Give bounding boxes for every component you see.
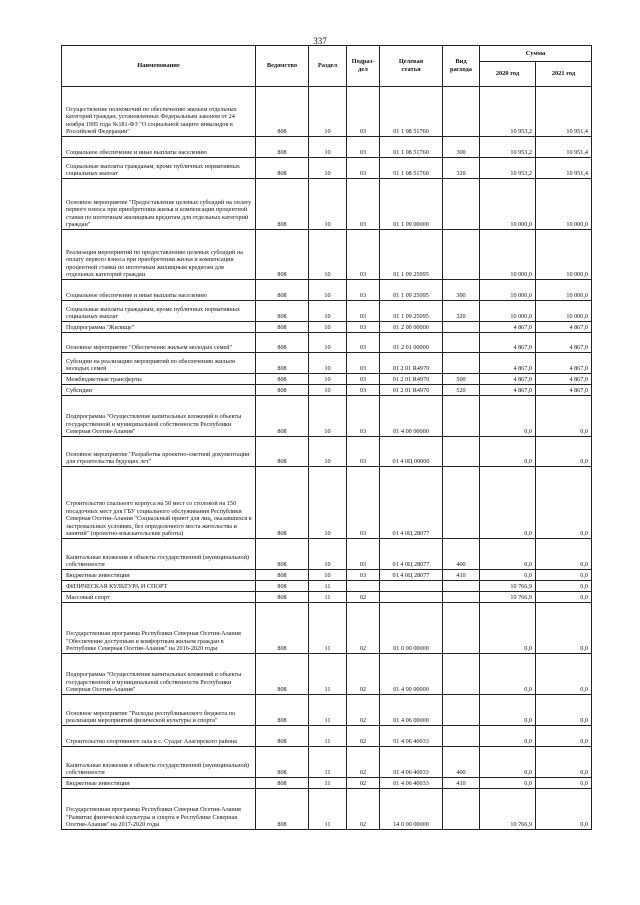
sum-2021-cell: 0,0 <box>536 789 592 830</box>
target-article-cell: 01 2 00 00000 <box>380 322 443 333</box>
target-article-cell: 01 4 0Ц 28077 <box>380 570 443 581</box>
row-name-cell: Строительство спортивного зала в с. Суадаг Алагирского района <box>62 726 256 747</box>
sum-2020-cell: 0,0 <box>480 539 536 570</box>
vedomstvo-cell: 808 <box>256 87 309 137</box>
sum-2021-cell: 4 867,0 <box>536 374 592 385</box>
table-row <box>62 570 592 581</box>
vedomstvo-cell: 808 <box>256 301 309 322</box>
podrazdel-cell: 03 <box>347 87 380 137</box>
target-article-cell: 01 0 00 00000 <box>380 603 443 654</box>
sum-2021-cell: 10 000,0 <box>536 179 592 230</box>
podrazdel-cell: 02 <box>347 695 380 726</box>
podrazdel-cell: 03 <box>347 179 380 230</box>
razdel-cell: 10 <box>309 322 347 333</box>
podrazdel-cell: 03 <box>347 539 380 570</box>
podrazdel-cell: 03 <box>347 570 380 581</box>
razdel-cell: 10 <box>309 437 347 467</box>
expense-type-cell <box>443 333 480 353</box>
header-expense-type: Вид расхода <box>443 46 480 87</box>
table-row <box>62 778 592 789</box>
expense-type-cell <box>443 179 480 230</box>
expense-type-cell <box>443 695 480 726</box>
razdel-cell: 10 <box>309 396 347 437</box>
expense-type-cell: 400 <box>443 747 480 778</box>
sum-2021-cell: 4 867,0 <box>536 353 592 374</box>
vedomstvo-cell: 808 <box>256 280 309 301</box>
podrazdel-cell: 02 <box>347 654 380 695</box>
table-row <box>62 747 592 778</box>
sum-2021-cell: 10 951,4 <box>536 137 592 158</box>
vedomstvo-cell: 808 <box>256 581 309 592</box>
page-number: 337 <box>313 36 327 46</box>
sum-2020-cell: 0,0 <box>480 778 536 789</box>
vedomstvo-cell: 808 <box>256 778 309 789</box>
row-name-cell: Подпрограмма "Осуществление капитальных вложений в объекты государственной и муниципальной собственности Республики Северная Осетия-Алания" <box>62 396 256 437</box>
razdel-cell: 10 <box>309 179 347 230</box>
table-row <box>62 87 592 137</box>
table-row <box>62 695 592 726</box>
header-year-2020: 2020 год <box>480 62 536 87</box>
sum-2021-cell: 10 951,4 <box>536 87 592 137</box>
vedomstvo-cell: 808 <box>256 353 309 374</box>
row-name-cell: Подпрограмма "Осуществление капитальных вложений в объекты государственной и муниципальной собственности Республики Северная Осетия-Алания" <box>62 654 256 695</box>
sum-2020-cell: 0,0 <box>480 570 536 581</box>
expense-type-cell <box>443 789 480 830</box>
expense-type-cell <box>443 603 480 654</box>
vedomstvo-cell: 808 <box>256 654 309 695</box>
sum-2021-cell: 0,0 <box>536 467 592 539</box>
table-row <box>62 789 592 830</box>
sum-2021-cell: 0,0 <box>536 396 592 437</box>
table-row <box>62 301 592 322</box>
table-row <box>62 374 592 385</box>
target-article-cell: 01 1 09 25095 <box>380 280 443 301</box>
sum-2020-cell: 10 766,9 <box>480 581 536 592</box>
vedomstvo-cell: 808 <box>256 570 309 581</box>
razdel-cell: 10 <box>309 385 347 396</box>
target-article-cell <box>380 592 443 603</box>
expense-type-cell: 500 <box>443 374 480 385</box>
row-name-cell: Капитальные вложения в объекты государственной (муниципальной) собственности <box>62 747 256 778</box>
razdel-cell: 11 <box>309 747 347 778</box>
razdel-cell: 11 <box>309 654 347 695</box>
expense-type-cell: 320 <box>443 158 480 179</box>
expense-type-cell <box>443 353 480 374</box>
sum-2021-cell: 0,0 <box>536 570 592 581</box>
expense-type-cell: 300 <box>443 137 480 158</box>
expense-type-cell <box>443 726 480 747</box>
expense-type-cell <box>443 396 480 437</box>
razdel-cell: 11 <box>309 581 347 592</box>
razdel-cell: 10 <box>309 87 347 137</box>
sum-2021-cell: 10 000,0 <box>536 230 592 280</box>
row-name-cell: Социальные выплаты гражданам, кроме публичных нормативных социальных выплат <box>62 301 256 322</box>
sum-2020-cell: 10 953,2 <box>480 87 536 137</box>
sum-2020-cell: 0,0 <box>480 726 536 747</box>
row-name-cell: Социальное обеспечение и иные выплаты населению <box>62 280 256 301</box>
vedomstvo-cell: 808 <box>256 333 309 353</box>
podrazdel-cell: 02 <box>347 592 380 603</box>
razdel-cell: 10 <box>309 301 347 322</box>
row-name-cell: Основное мероприятие "Расходы республиканского бюджета по реализации мероприятий физической культуры и спорта" <box>62 695 256 726</box>
vedomstvo-cell: 808 <box>256 230 309 280</box>
podrazdel-cell: 03 <box>347 280 380 301</box>
sum-2020-cell: 4 867,0 <box>480 353 536 374</box>
expense-type-cell <box>443 581 480 592</box>
sum-2021-cell: 4 867,0 <box>536 385 592 396</box>
target-article-cell: 01 2 01 00000 <box>380 333 443 353</box>
razdel-cell: 10 <box>309 539 347 570</box>
razdel-cell: 11 <box>309 695 347 726</box>
podrazdel-cell: 03 <box>347 333 380 353</box>
expense-type-cell: 410 <box>443 570 480 581</box>
sum-2020-cell: 10 766,9 <box>480 789 536 830</box>
expense-type-cell <box>443 654 480 695</box>
razdel-cell: 11 <box>309 592 347 603</box>
target-article-cell: 01 4 06 40033 <box>380 747 443 778</box>
podrazdel-cell: 03 <box>347 230 380 280</box>
row-name-cell: Субсидии на реализацию мероприятий по обеспечению жильем молодых семей <box>62 353 256 374</box>
razdel-cell: 10 <box>309 353 347 374</box>
table-row <box>62 539 592 570</box>
razdel-cell: 10 <box>309 280 347 301</box>
sum-2021-cell: 0,0 <box>536 654 592 695</box>
vedomstvo-cell: 808 <box>256 695 309 726</box>
sum-2020-cell: 10 000,0 <box>480 179 536 230</box>
target-article-cell: 01 1 09 00000 <box>380 179 443 230</box>
sum-2020-cell: 0,0 <box>480 654 536 695</box>
header-year-2021: 2021 год <box>536 62 592 87</box>
sum-2021-cell: 0,0 <box>536 726 592 747</box>
vedomstvo-cell: 808 <box>256 374 309 385</box>
target-article-cell: 14 0 00 00000 <box>380 789 443 830</box>
sum-2020-cell: 4 867,0 <box>480 322 536 333</box>
header-vedomstvo: Ведомство <box>256 46 309 87</box>
vedomstvo-cell: 808 <box>256 137 309 158</box>
target-article-cell: 01 4 00 00000 <box>380 396 443 437</box>
podrazdel-cell: 03 <box>347 467 380 539</box>
row-name-cell: Основное мероприятие "Обеспечение жильем молодых семей" <box>62 333 256 353</box>
table-row <box>62 230 592 280</box>
target-article-cell: 01 1 09 25095 <box>380 301 443 322</box>
target-article-cell: 01 4 00 00000 <box>380 654 443 695</box>
sum-2021-cell: 0,0 <box>536 695 592 726</box>
expense-type-cell <box>443 592 480 603</box>
vedomstvo-cell: 808 <box>256 539 309 570</box>
podrazdel-cell: 02 <box>347 747 380 778</box>
razdel-cell: 10 <box>309 230 347 280</box>
target-article-cell: 01 4 06 40033 <box>380 726 443 747</box>
sum-2021-cell: 10 000,0 <box>536 280 592 301</box>
sum-2021-cell: 0,0 <box>536 539 592 570</box>
podrazdel-cell: 03 <box>347 322 380 333</box>
podrazdel-cell: 03 <box>347 385 380 396</box>
header-sum: Сумма <box>480 46 592 62</box>
header-razdel: Раздел <box>309 46 347 87</box>
target-article-cell: 01 1 08 51760 <box>380 87 443 137</box>
sum-2021-cell: 4 867,0 <box>536 322 592 333</box>
target-article-cell: 01 1 08 51760 <box>380 137 443 158</box>
sum-2020-cell: 0,0 <box>480 603 536 654</box>
target-article-cell: 01 4 0Ц 28077 <box>380 467 443 539</box>
target-article-cell: 01 2 01 R4970 <box>380 385 443 396</box>
razdel-cell: 10 <box>309 467 347 539</box>
row-name-cell: ФИЗИЧЕСКАЯ КУЛЬТУРА И СПОРТ <box>62 581 256 592</box>
table-row <box>62 467 592 539</box>
vedomstvo-cell: 808 <box>256 158 309 179</box>
header-target-article: Целевая статья <box>380 46 443 87</box>
razdel-cell: 10 <box>309 137 347 158</box>
podrazdel-cell: 03 <box>347 353 380 374</box>
expense-type-cell: 520 <box>443 385 480 396</box>
budget-table <box>61 45 592 830</box>
sum-2020-cell: 10 000,0 <box>480 301 536 322</box>
expense-type-cell <box>443 230 480 280</box>
razdel-cell: 10 <box>309 374 347 385</box>
podrazdel-cell: 02 <box>347 603 380 654</box>
vedomstvo-cell: 808 <box>256 322 309 333</box>
table-body <box>62 87 592 830</box>
sum-2020-cell: 0,0 <box>480 437 536 467</box>
vedomstvo-cell: 808 <box>256 726 309 747</box>
razdel-cell: 10 <box>309 158 347 179</box>
table-row <box>62 592 592 603</box>
row-name-cell: Подпрограмма "Жилище" <box>62 322 256 333</box>
sum-2020-cell: 4 867,0 <box>480 333 536 353</box>
vedomstvo-cell: 808 <box>256 747 309 778</box>
target-article-cell: 01 1 08 51760 <box>380 158 443 179</box>
sum-2021-cell: 10 000,0 <box>536 301 592 322</box>
table-row <box>62 333 592 353</box>
target-article-cell: 01 4 06 40033 <box>380 778 443 789</box>
podrazdel-cell: 02 <box>347 778 380 789</box>
row-name-cell: Государственная программа Республики Северная Осетия-Алания "Развитие физической культуры и спорта в Республике Северная Осетия-Алания" на 2017-2020 годы <box>62 789 256 830</box>
sum-2021-cell: 4 867,0 <box>536 333 592 353</box>
sum-2020-cell: 4 867,0 <box>480 374 536 385</box>
table-row <box>62 322 592 333</box>
table-row <box>62 396 592 437</box>
sum-2021-cell: 0,0 <box>536 603 592 654</box>
razdel-cell: 11 <box>309 726 347 747</box>
sum-2020-cell: 0,0 <box>480 695 536 726</box>
row-name-cell: Бюджетные инвестиции <box>62 778 256 789</box>
row-name-cell: Субсидии <box>62 385 256 396</box>
expense-type-cell <box>443 87 480 137</box>
table-row <box>62 654 592 695</box>
podrazdel-cell: 03 <box>347 301 380 322</box>
podrazdel-cell: 03 <box>347 137 380 158</box>
sum-2020-cell: 10 000,0 <box>480 280 536 301</box>
podrazdel-cell: 02 <box>347 726 380 747</box>
razdel-cell: 10 <box>309 570 347 581</box>
table-row <box>62 158 592 179</box>
sum-2020-cell: 4 867,0 <box>480 385 536 396</box>
podrazdel-cell: 03 <box>347 374 380 385</box>
vedomstvo-cell: 808 <box>256 437 309 467</box>
row-name-cell: Основное мероприятие "Предоставление целевых субсидий на оплату первого взноса при приобретении жилья и компенсации процентной ставки по ипотечным жилищным кредитам для отдельных категорий граждан" <box>62 179 256 230</box>
row-name-cell: Бюджетные инвестиции <box>62 570 256 581</box>
table-row <box>62 437 592 467</box>
vedomstvo-cell: 808 <box>256 592 309 603</box>
podrazdel-cell <box>347 581 380 592</box>
sum-2020-cell: 0,0 <box>480 467 536 539</box>
row-name-cell: Осуществление полномочий по обеспечению жильем отдельных категорий граждан, установленных Федеральным законом от 24 ноября 1995 года №181-ФЗ "О социальной защите инвалидов в Российской Федерации" <box>62 87 256 137</box>
expense-type-cell: 400 <box>443 539 480 570</box>
header-podrazdel: Подраз- дел <box>347 46 380 87</box>
target-article-cell <box>380 581 443 592</box>
target-article-cell: 01 4 0Ц 00000 <box>380 437 443 467</box>
sum-2020-cell: 10 766,9 <box>480 592 536 603</box>
vedomstvo-cell: 808 <box>256 603 309 654</box>
sum-2020-cell: 10 953,2 <box>480 158 536 179</box>
row-name-cell: Строительство спального корпуса на 50 мест со столовой на 150 посадочных мест для ГБУ социального обслуживания Республики Северная Осетия-Алания "Социальный приют для лиц, оказавшихся в экстремальных условиях, без определенного места жительства и занятий" (проектно-изыскательские работы) <box>62 467 256 539</box>
target-article-cell: 01 2 01 R4970 <box>380 374 443 385</box>
expense-type-cell <box>443 437 480 467</box>
row-name-cell: Массовый спорт <box>62 592 256 603</box>
table-row <box>62 603 592 654</box>
row-name-cell: Реализация мероприятий по предоставлению целевых субсидий на оплату первого взноса при приобретении жилья и компенсации процентной ставки по ипотечным жилищным кредитам для отдельных категорий граждан <box>62 230 256 280</box>
vedomstvo-cell: 808 <box>256 385 309 396</box>
sum-2021-cell: 0,0 <box>536 581 592 592</box>
sum-2020-cell: 0,0 <box>480 747 536 778</box>
table-row <box>62 385 592 396</box>
sum-2021-cell: 0,0 <box>536 778 592 789</box>
vedomstvo-cell: 808 <box>256 789 309 830</box>
expense-type-cell: 410 <box>443 778 480 789</box>
razdel-cell: 11 <box>309 789 347 830</box>
header-name: Наименование <box>62 46 256 87</box>
table-row <box>62 179 592 230</box>
target-article-cell: 01 2 01 R4970 <box>380 353 443 374</box>
table-row <box>62 726 592 747</box>
podrazdel-cell: 03 <box>347 158 380 179</box>
razdel-cell: 10 <box>309 333 347 353</box>
row-name-cell: Социальные выплаты гражданам, кроме публичных нормативных социальных выплат <box>62 158 256 179</box>
sum-2021-cell: 0,0 <box>536 437 592 467</box>
sum-2020-cell: 10 000,0 <box>480 230 536 280</box>
vedomstvo-cell: 808 <box>256 396 309 437</box>
row-name-cell: Капитальные вложения в объекты государственной (муниципальной) собственности <box>62 539 256 570</box>
row-name-cell: Государственная программа Республики Северная Осетия-Алания "Обеспечение доступным и комфортным жильем граждан в Республике Северная Осетия-Алания" на 2016-2020 годы <box>62 603 256 654</box>
razdel-cell: 11 <box>309 603 347 654</box>
row-name-cell: Межбюджетные трансферты <box>62 374 256 385</box>
table-row <box>62 581 592 592</box>
target-article-cell: 01 4 06 00000 <box>380 695 443 726</box>
sum-2020-cell: 10 953,2 <box>480 137 536 158</box>
podrazdel-cell: 02 <box>347 789 380 830</box>
table-row <box>62 137 592 158</box>
podrazdel-cell: 03 <box>347 396 380 437</box>
sum-2021-cell: 10 951,4 <box>536 158 592 179</box>
expense-type-cell <box>443 322 480 333</box>
target-article-cell: 01 1 09 25095 <box>380 230 443 280</box>
row-name-cell: Социальное обеспечение и иные выплаты населению <box>62 137 256 158</box>
vedomstvo-cell: 808 <box>256 179 309 230</box>
vedomstvo-cell: 808 <box>256 467 309 539</box>
expense-type-cell: 320 <box>443 301 480 322</box>
table-row <box>62 353 592 374</box>
expense-type-cell: 300 <box>443 280 480 301</box>
row-name-cell: Основное мероприятие "Разработка проектно-сметной документации для строительства будущих лет" <box>62 437 256 467</box>
razdel-cell: 11 <box>309 778 347 789</box>
sum-2020-cell: 0,0 <box>480 396 536 437</box>
podrazdel-cell: 03 <box>347 437 380 467</box>
expense-type-cell <box>443 467 480 539</box>
sum-2021-cell: 0,0 <box>536 592 592 603</box>
sum-2021-cell: 0,0 <box>536 747 592 778</box>
target-article-cell: 01 4 0Ц 28077 <box>380 539 443 570</box>
table-row <box>62 280 592 301</box>
